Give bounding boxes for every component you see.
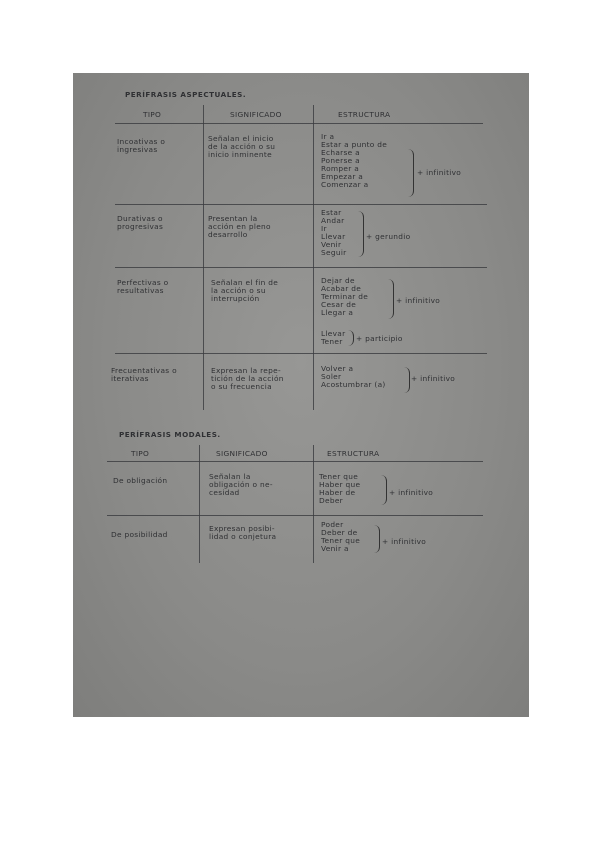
modales-header-estructura: ESTRUCTURA [327, 449, 380, 458]
row4-complemento: + infinitivo [411, 374, 456, 383]
row3-estructura: Dejar de Acabar de Terminar de Cesar de Llegar a [321, 276, 369, 317]
table1-header-line [115, 123, 483, 124]
section-title-aspectuales: PERÍFRASIS ASPECTUALES. [125, 90, 247, 99]
row3-brace-2 [347, 330, 354, 346]
row4-estructura: Volver a Soler Acostumbrar (a) [321, 364, 386, 389]
row3-tipo: Perfectivas o resultativas [117, 278, 169, 295]
row3-significado: Señalan el fin de la acción o su interrupción [211, 278, 279, 303]
row2-complemento: + gerundio [366, 232, 411, 241]
table2-col-divider-2 [313, 445, 314, 563]
row3-brace [387, 279, 394, 319]
row2-estructura: Estar Andar Ir Llevar Venir Seguir [321, 208, 347, 257]
header-significado: SIGNIFICADO [230, 110, 282, 119]
table2-col-divider-1 [199, 445, 200, 563]
row1-complemento: + infinitivo [417, 168, 462, 177]
row3-estructura-2: Llevar Tener [321, 329, 346, 346]
row2-significado: Presentan la acción en pleno desarrollo [208, 214, 271, 239]
row2-tipo: Durativas o progresivas [117, 214, 164, 231]
row3-complemento-2: + participio [356, 334, 403, 343]
modales-header-tipo: TIPO [131, 449, 150, 458]
modales-row2-complemento: + infinitivo [382, 537, 427, 546]
modales-row1-significado: Señalan la obligación o ne- cesidad [209, 472, 273, 497]
row4-brace [403, 367, 410, 393]
table1-row-line-3 [115, 353, 487, 354]
table2-header-line [107, 461, 483, 462]
modales-row2-significado: Expresan posibi- lidad o conjetura [209, 524, 277, 541]
modales-row2-estructura: Poder Deber de Tener que Venir a [321, 520, 361, 553]
modales-row1-complemento: + infinitivo [389, 488, 434, 497]
section-title-modales: PERÍFRASIS MODALES. [119, 430, 221, 439]
row1-estructura: Ir a Estar a punto de Echarse a Ponerse a Romper a Empezar a Comenzar a [321, 132, 388, 189]
row4-significado: Expresan la repe- tición de la acción o su frecuencia [211, 366, 284, 391]
table1-col-divider-1 [203, 105, 204, 410]
row3-complemento: + infinitivo [396, 296, 441, 305]
table2-row-line-1 [107, 515, 483, 516]
modales-row1-tipo: De obligación [113, 476, 168, 485]
header-tipo: TIPO [143, 110, 162, 119]
row1-significado: Señalan el inicio de la acción o su inicio inminente [208, 134, 276, 159]
row2-brace [357, 211, 364, 257]
modales-row2-tipo: De posibilidad [111, 530, 168, 539]
table1-row-line-1 [115, 204, 487, 205]
modales-header-significado: SIGNIFICADO [216, 449, 268, 458]
modales-row2-brace [373, 525, 380, 553]
row1-brace [407, 149, 414, 197]
table1-col-divider-2 [313, 105, 314, 410]
header-estructura: ESTRUCTURA [338, 110, 391, 119]
photo-of-handwritten-notes [73, 73, 529, 717]
modales-row1-estructura: Tener que Haber que Haber de Deber [319, 472, 361, 505]
row1-tipo: Incoativas o ingresivas [117, 137, 166, 154]
row4-tipo: Frecuentativas o iterativas [111, 366, 177, 383]
table1-row-line-2 [115, 267, 487, 268]
modales-row1-brace [380, 475, 387, 505]
